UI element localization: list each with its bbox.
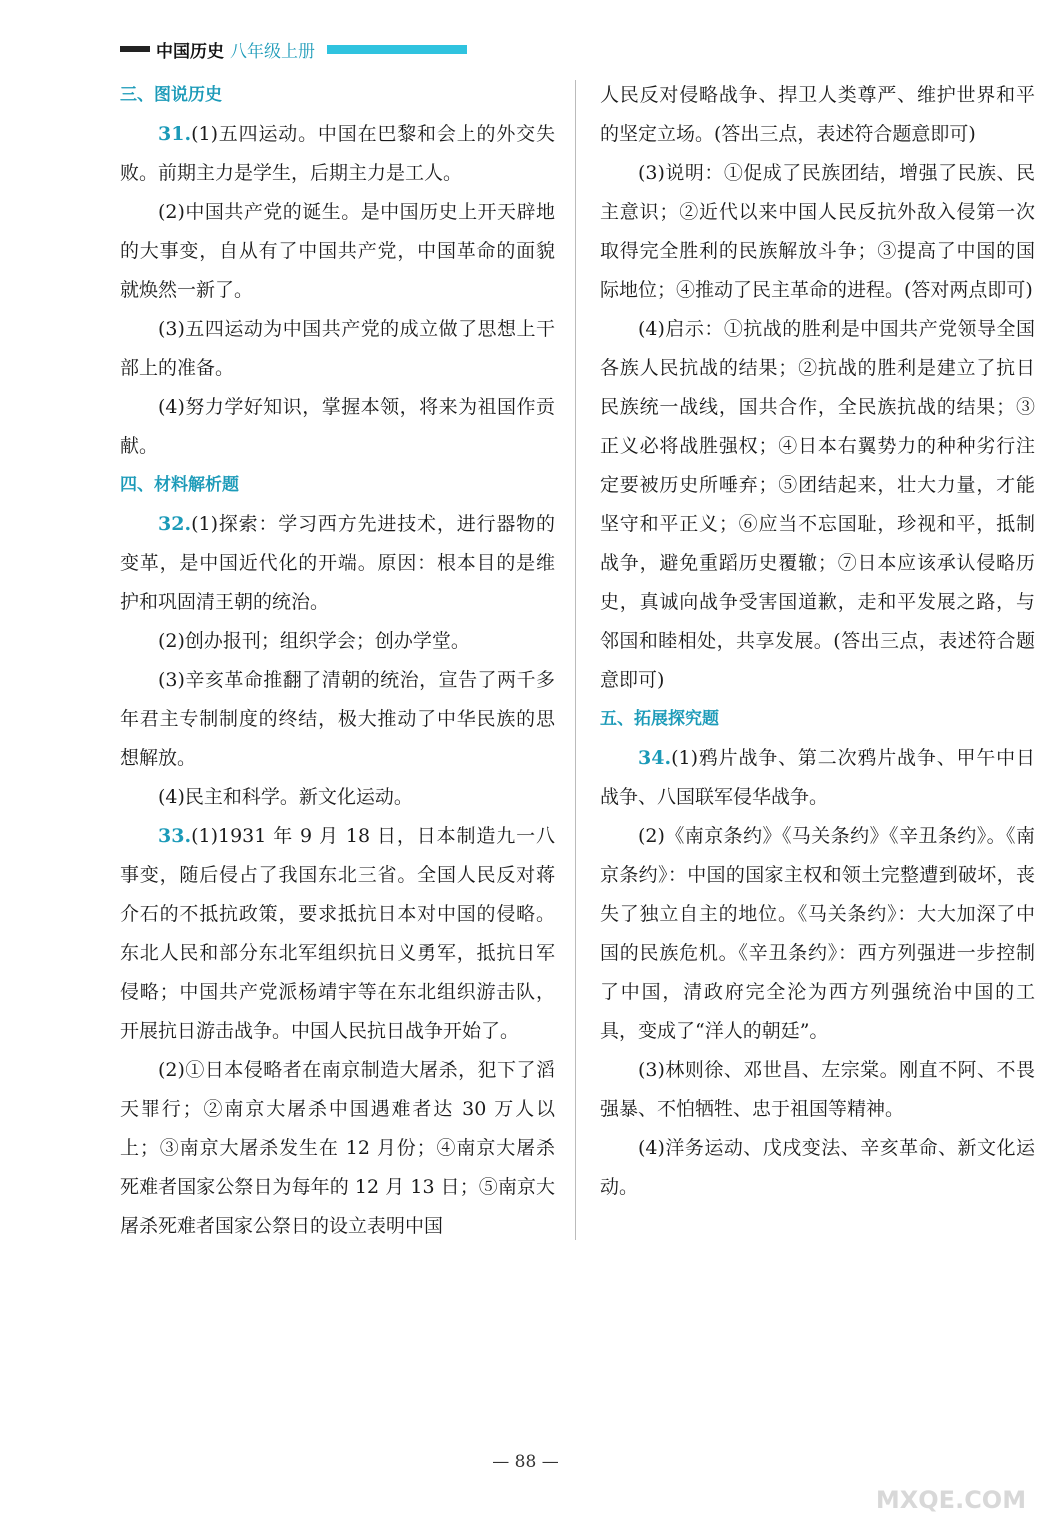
header-bar-right	[327, 45, 467, 54]
answer-paragraph	[600, 76, 1035, 154]
question-number: 33.	[158, 825, 192, 847]
answer-paragraph	[120, 622, 555, 661]
paragraph-text: (3)辛亥革命推翻了清朝的统治，宣告了两千多年君主专制制度的终结，极大推动了中华民族的思想解放。	[120, 669, 555, 769]
answer-paragraph	[120, 388, 555, 466]
paragraph-text: (3)林则徐、邓世昌、左宗棠。刚直不阿、不畏强暴、不怕牺牲、忠于祖国等精神。	[600, 1059, 1035, 1120]
answer-paragraph	[600, 154, 1035, 310]
paragraph-text: (1)五四运动。中国在巴黎和会上的外交失败。前期主力是学生，后期主力是工人。	[120, 123, 555, 184]
answer-paragraph	[120, 310, 555, 388]
paragraph-text: (1)1931 年 9 月 18 日，日本制造九一八事变，随后侵占了我国东北三省。全国人民反对蒋介石的不抵抗政策，要求抵抗日本对中国的侵略。东北人民和部分东北军组织抗日义勇军，抵抗日军侵略；中国共产党派杨靖宇等在东北组织游击队，开展抗日游击战争。中国人民抗日战争开始了。	[120, 825, 555, 1042]
answer-paragraph	[120, 505, 555, 622]
left-column	[120, 76, 555, 1246]
paragraph-text: (4)洋务运动、戊戌变法、辛亥革命、新文化运动。	[600, 1137, 1035, 1198]
answer-paragraph	[120, 778, 555, 817]
answer-paragraph	[600, 817, 1035, 1051]
answer-paragraph	[120, 661, 555, 778]
answer-paragraph	[120, 1051, 555, 1246]
section-heading: 三、图说历史	[120, 85, 222, 105]
answer-paragraph	[120, 115, 555, 193]
paragraph-text: (3)五四运动为中国共产党的成立做了思想上干部上的准备。	[120, 318, 555, 379]
column-divider	[575, 80, 576, 1240]
paragraph-text: 人民反对侵略战争、捍卫人类尊严、维护世界和平的坚定立场。(答出三点，表述符合题意即可)	[600, 84, 1035, 145]
paragraph-text: (4)启示：①抗战的胜利是中国共产党领导全国各族人民抗战的结果；②抗战的胜利是建立了抗日民族统一战线，国共合作，全民族抗战的结果；③正义必将战胜强权；④日本右翼势力的种种劣行注定要被历史所唾弃；⑤团结起来，壮大力量，才能坚守和平正义；⑥应当不忘国耻，珍视和平，抵制战争，避免重蹈历史覆辙；⑦日本应该承认侵略历史，真诚向战争受害国道歉，走和平发展之路，与邻国和睦相处，共享发展。(答出三点，表述符合题意即可)	[600, 318, 1035, 691]
paragraph-text: (3)说明：①促成了民族团结，增强了民族、民主意识；②近代以来中国人民反抗外敌入侵第一次取得完全胜利的民族解放斗争；③提高了中国的国际地位；④推动了民主革命的进程。(答对两点即可)	[600, 162, 1035, 301]
answer-paragraph	[600, 1051, 1035, 1129]
paragraph-text: (4)努力学好知识，掌握本领，将来为祖国作贡献。	[120, 396, 555, 457]
watermark-logo	[871, 1446, 1031, 1526]
header-grade: 八年级上册	[230, 41, 315, 62]
question-number: 31.	[158, 123, 192, 145]
paragraph-text: (2)①日本侵略者在南京制造大屠杀，犯下了滔天罪行；②南京大屠杀中国遇难者达 30 万人以上；③南京大屠杀发生在 12 月份；④南京大屠杀死难者国家公祭日为每年的 12 月 13 日；⑤南京大屠杀死难者国家公祭日的设立表明中国	[120, 1059, 555, 1237]
answer-paragraph	[600, 739, 1035, 817]
answer-paragraph	[120, 817, 555, 1051]
right-column	[600, 76, 1035, 1207]
paragraph-text: (4)民主和科学。新文化运动。	[158, 786, 413, 808]
paragraph-text: (2)《南京条约》《马关条约》《辛丑条约》。《南京条约》：中国的国家主权和领土完整遭到破坏，丧失了独立自主的地位。《马关条约》：大大加深了中国的民族危机。《辛丑条约》：西方列强进一步控制了中国，清政府完全沦为西方列强统治中国的工具，变成了“洋人的朝廷”。	[600, 825, 1035, 1042]
svg-text:MXQE.COM: MXQE.COM	[875, 1486, 1027, 1514]
page-number: — 88 —	[492, 1452, 559, 1472]
answer-paragraph	[600, 310, 1035, 700]
header-bar-left	[120, 46, 150, 52]
page-header	[120, 36, 467, 62]
paragraph-text: (1)鸦片战争、第二次鸦片战争、甲午中日战争、八国联军侵华战争。	[600, 747, 1035, 808]
section-heading: 四、材料解析题	[120, 475, 239, 495]
question-number: 34.	[638, 747, 672, 769]
paragraph-text: (2)中国共产党的诞生。是中国历史上开天辟地的大事变，自从有了中国共产党，中国革命的面貌就焕然一新了。	[120, 201, 555, 301]
answer-paragraph	[600, 1129, 1035, 1207]
question-number: 32.	[158, 513, 192, 535]
header-subject: 中国历史	[156, 41, 224, 62]
answer-paragraph	[120, 193, 555, 310]
paragraph-text: (2)创办报刊；组织学会；创办学堂。	[158, 630, 470, 652]
paragraph-text: (1)探索：学习西方先进技术，进行器物的变革，是中国近代化的开端。原因：根本目的是维护和巩固清王朝的统治。	[120, 513, 555, 613]
section-heading: 五、拓展探究题	[600, 709, 719, 729]
